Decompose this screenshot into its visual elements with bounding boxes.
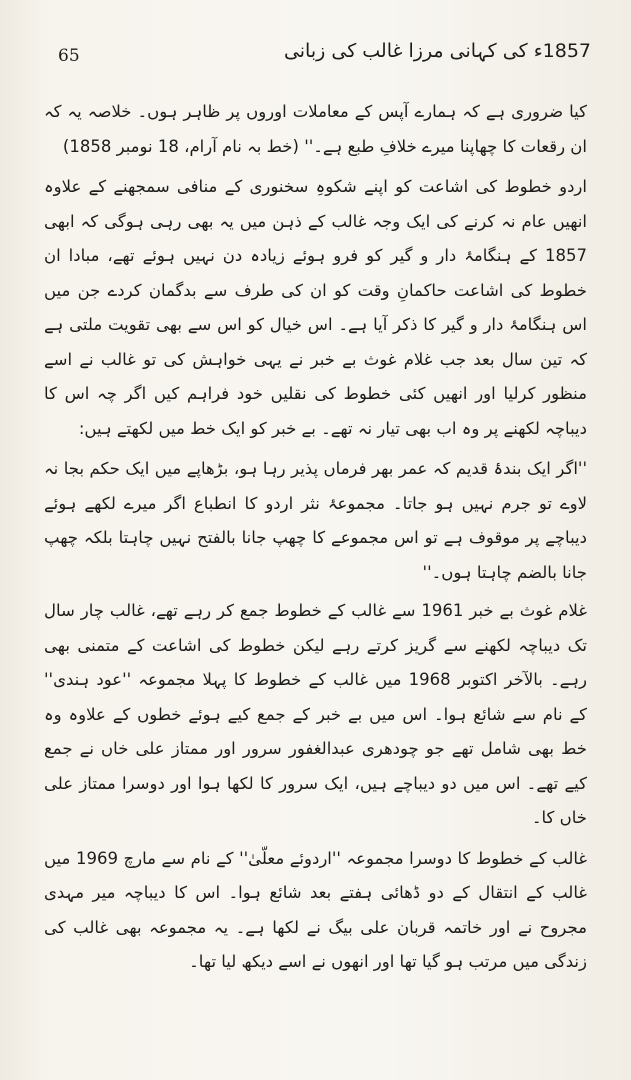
paragraph-1: کیا ضروری ہے کہ ہمارے آپس کے معاملات اوروں پر ظاہر ہوں۔ خلاصہ یہ کہ ان رقعات کا چھاپنا میرے خلافِ طبع ہے۔'' (خط بہ نام آرام، 18 نومبر 1858) <box>44 102 587 156</box>
quoted-letter: ''اگر ایک بندۂ قدیم کہ عمر بھر فرماں پذیر رہا ہو، بڑھاپے میں ایک حکم بجا نہ لاوے تو جرم نہیں ہو جاتا۔ مجموعۂ نثر اردو کا انطباع اگر میرے لکھے ہوئے دیباچے پر موقوف ہے تو اس مجموعے کا چھپ جانا بالفتح نہیں چاہتا بلکہ چھپ جانا بالضم چاہتا ہوں۔'' <box>44 459 587 582</box>
page-number: 65 <box>58 46 80 66</box>
running-title: 1857ء کی کہانی مرزا غالب کی زبانی <box>283 40 591 62</box>
page-header <box>58 34 591 74</box>
paragraph-4: غلام غوث بے خبر 1961 سے غالب کے خطوط جمع کر رہے تھے، غالب چار سال تک دیباچہ لکھنے سے گریز کرتے رہے لیکن خطوط کی اشاعت کے متمنی بھی رہے۔ بالآخر اکتوبر 1968 میں غالب کے خطوط کا پہلا مجموعہ ''عود ہندی'' کے نام سے شائع ہوا۔ اس میں بے خبر کے جمع کیے ہوئے خطوں کے علاوہ وہ خط بھی شامل تھے جو چودھری عبدالغفور سرور اور ممتاز علی خاں نے جمع کیے تھے۔ اس میں دو دیباچے ہیں، ایک سرور کا لکھا ہوا اور دوسرا ممتاز علی خاں کا۔ <box>44 601 587 827</box>
page-body <box>44 95 587 986</box>
paragraph-2: اردو خطوط کی اشاعت کو اپنے شکوہِ سخنوری کے منافی سمجھنے کے علاوہ انھیں عام نہ کرنے کی ایک وجہ غالب کے ذہن میں یہ بھی رہی ہوگی کہ ابھی 1857 کے ہنگامۂ دار و گیر کو فرو ہوئے زیادہ دن نہیں ہوئے تھے، مبادا ان خطوط کی اشاعت حاکمانِ وقت کو ان کی طرف سے بدگمان کردے جن میں اس ہنگامۂ دار و گیر کا ذکر آیا ہے۔ اس خیال کو اس سے بھی تقویت ملتی ہے کہ تین سال بعد جب غلام غوث بے خبر نے یہی خواہش کی تو غالب نے اسے منظور کرلیا اور انھیں کئی خطوط کی نقلیں خود فراہم کیں اگر چہ اس کا دیباچہ لکھنے پر وہ اب بھی تیار نہ تھے۔ بے خبر کو ایک خط میں لکھتے ہیں: <box>44 177 587 438</box>
paragraph-5: غالب کے خطوط کا دوسرا مجموعہ ''اردوئے معلّیٰ'' کے نام سے مارچ 1969 میں غالب کے انتقال کے دو ڈھائی ہفتے بعد شائع ہوا۔ اس کا دیباچہ میر مہدی مجروح نے اور خاتمہ قربان علی بیگ نے لکھا ہے۔ یہ مجموعہ بھی غالب کی زندگی میں مرتب ہو گیا تھا اور انھوں نے اسے دیکھ لیا تھا۔ <box>44 848 588 971</box>
